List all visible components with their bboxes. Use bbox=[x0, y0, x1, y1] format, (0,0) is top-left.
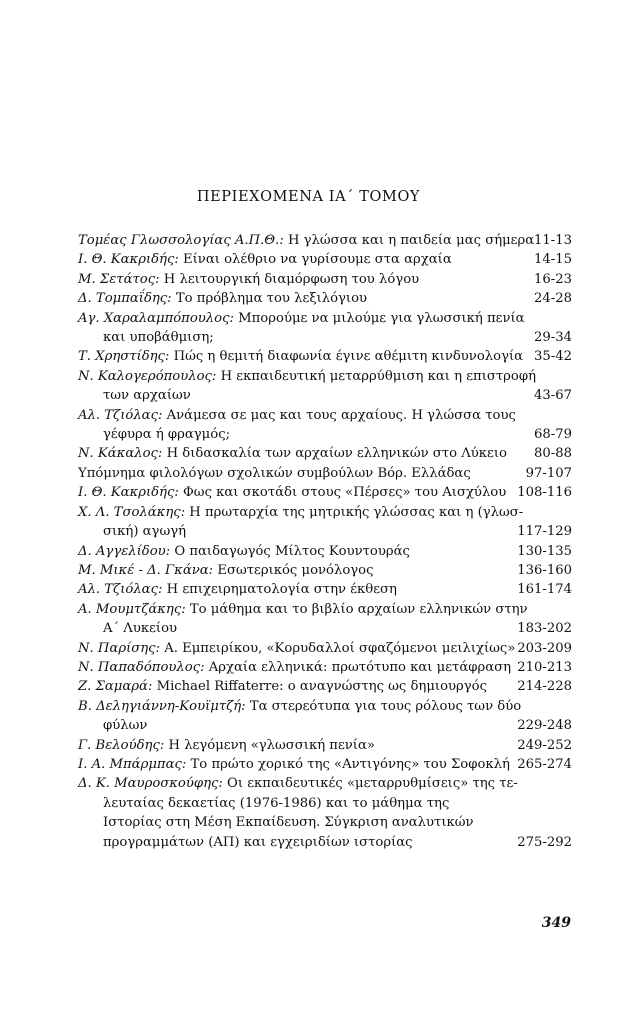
toc-entry bbox=[78, 774, 572, 852]
toc-entry-pages: 136-160 bbox=[517, 562, 572, 578]
toc-entry-text bbox=[78, 309, 525, 348]
toc-entry-line bbox=[78, 367, 536, 386]
toc-entry-line bbox=[78, 561, 503, 580]
toc-entry-pages: 29-34 bbox=[533, 330, 572, 346]
toc-entry bbox=[78, 561, 572, 580]
toc-entry-line bbox=[78, 600, 528, 619]
toc-entry-text bbox=[78, 347, 524, 366]
toc-entry-text bbox=[78, 231, 535, 250]
toc-entry-author: Δ. Τομπαΐδης: bbox=[78, 291, 172, 307]
toc-entry-line bbox=[78, 386, 503, 405]
page-number: 349 bbox=[541, 915, 571, 931]
toc-entry-title: Michael Riffaterre: ο αναγνώστης ως δημιουργός bbox=[156, 679, 487, 695]
toc-entry-text bbox=[78, 503, 524, 542]
toc-entry-author: Α. Μουμτζάκης: bbox=[78, 601, 186, 617]
toc-entry-title: Η επιχειρηματολογία στην έκθεση bbox=[166, 582, 397, 598]
toc-entry-pages: 43-67 bbox=[533, 388, 572, 404]
toc-entry-pages: 24-28 bbox=[533, 291, 572, 307]
toc-entry-line bbox=[78, 813, 503, 832]
toc-entry bbox=[78, 503, 572, 542]
toc-entry-line bbox=[78, 503, 524, 522]
toc-entry-title: Ο παιδαγωγός Μίλτος Κουντουράς bbox=[174, 543, 410, 559]
toc-entry-pages: 210-213 bbox=[517, 659, 572, 675]
toc-entry-line bbox=[78, 619, 503, 638]
toc-entry-title: Υπόμνημα φιλολόγων σχολικών συμβούλων Βόρ. Ελλάδας bbox=[78, 465, 471, 481]
toc-entry-pages: 108-116 bbox=[517, 485, 572, 501]
toc-entry-line bbox=[78, 677, 503, 696]
toc-entry-pages: 161-174 bbox=[517, 582, 572, 598]
toc-entry-line bbox=[78, 270, 503, 289]
toc-entry bbox=[78, 677, 572, 696]
toc-entry-title: Μπορούμε να μιλούμε για γλωσσική πενία bbox=[238, 310, 525, 326]
toc-entry-author: Ι. Θ. Κακριδής: bbox=[78, 252, 179, 268]
toc-entry-author: Γ. Βελούδης: bbox=[78, 737, 165, 753]
toc-entry-title: Α΄ Λυκείου bbox=[103, 621, 178, 637]
toc-entry-title: Αρχαία ελληνικά: πρωτότυπο και μετάφραση bbox=[208, 659, 512, 675]
toc-entry-line bbox=[78, 425, 503, 444]
toc-entry-line bbox=[78, 794, 503, 813]
toc-entry-text bbox=[78, 464, 503, 483]
toc-entry-title: Το πρώτο χορικό της «Αντιγόνης» του Σοφοκλή bbox=[190, 756, 510, 772]
toc-entry-pages: 14-15 bbox=[533, 252, 572, 268]
toc-entry-author: Ι. Θ. Κακριδής: bbox=[78, 485, 179, 501]
toc-entry-text bbox=[78, 250, 503, 269]
toc-entry-pages: 249-252 bbox=[517, 737, 572, 753]
toc-entry-author: Ν. Κάκαλος: bbox=[78, 446, 163, 462]
toc-entry bbox=[78, 580, 572, 599]
toc-entry-title: Πώς η θεμιτή διαφωνία έγινε αθέμιτη κινδυνολογία bbox=[173, 349, 524, 365]
toc-entry-pages: 275-292 bbox=[517, 834, 572, 850]
toc-entry-line bbox=[78, 289, 503, 308]
toc-entry-title: Εσωτερικός μονόλογος bbox=[217, 562, 374, 578]
toc-entry-text bbox=[78, 289, 503, 308]
toc-entry-line bbox=[78, 716, 503, 735]
toc-entry-title: Φως και σκοτάδι στους «Πέρσες» του Αισχύλου bbox=[183, 485, 507, 501]
toc-entry-title: Η γλώσσα και η παιδεία μας σήμερα bbox=[287, 233, 535, 248]
toc-entry bbox=[78, 444, 572, 463]
toc-entry-author: Αλ. Τζιόλας: bbox=[78, 582, 163, 598]
toc-entry-author: Β. Δεληγιάννη-Κουϊμτζή: bbox=[78, 698, 246, 714]
toc-entry-pages: 229-248 bbox=[517, 718, 572, 734]
toc-entry-title: Τα στερεότυπα για τους ρόλους των δύο bbox=[249, 698, 522, 714]
toc-entry-text bbox=[78, 658, 512, 677]
toc-entry-line bbox=[78, 580, 503, 599]
toc-entry-text bbox=[78, 444, 507, 463]
toc-entry bbox=[78, 367, 572, 406]
toc-entry-pages: 265-274 bbox=[517, 756, 572, 772]
toc-entry-title: προγραμμάτων (ΑΠ) και εγχειριδίων ιστορίας bbox=[103, 834, 413, 850]
toc-entry-pages: 214-228 bbox=[517, 679, 572, 695]
toc-entry-author: Αλ. Τζιόλας: bbox=[78, 407, 163, 423]
toc-entry-title: Η πρωταρχία της μητρικής γλώσσας και η (γλωσ- bbox=[189, 504, 524, 520]
toc-entry-author: Αγ. Χαραλαμπόπουλος: bbox=[78, 310, 234, 326]
toc-entry-pages: 11-13 bbox=[533, 233, 572, 248]
toc-entry-pages: 130-135 bbox=[517, 543, 572, 559]
toc-entry-author: Ν. Παρίσης: bbox=[78, 640, 160, 656]
page-title: ΠΕΡΙΕΧΟΜΕΝΑ ΙΑ΄ ΤΟΜΟΥ bbox=[196, 189, 421, 205]
toc-entry bbox=[78, 542, 572, 561]
toc-entry-title: γέφυρα ή φραγμός; bbox=[103, 427, 231, 443]
toc-entry-line bbox=[78, 231, 535, 250]
toc-entry-text bbox=[78, 270, 503, 289]
toc-entry-line bbox=[78, 542, 503, 561]
toc-entry-line bbox=[78, 522, 503, 541]
toc-entry-text bbox=[78, 755, 510, 774]
toc-entry-title: Οι εκπαιδευτικές «μεταρρυθμίσεις» της τε- bbox=[227, 776, 518, 792]
toc-entry-line bbox=[78, 639, 516, 658]
toc-entry-author: Χ. Λ. Τσολάκης: bbox=[78, 504, 186, 520]
toc-entry-pages: 117-129 bbox=[517, 524, 572, 540]
toc-entry bbox=[78, 231, 572, 250]
toc-entry bbox=[78, 755, 572, 774]
toc-entry bbox=[78, 250, 572, 269]
toc-entry-title: Η λεγόμενη «γλωσσική πενία» bbox=[168, 737, 375, 753]
toc-entry-title: Το μάθημα και το βιβλίο αρχαίων ελληνικών στην bbox=[189, 601, 528, 617]
toc-entry bbox=[78, 406, 572, 445]
toc-entry bbox=[78, 736, 572, 755]
toc-entry bbox=[78, 697, 572, 736]
toc-entry-pages: 183-202 bbox=[517, 621, 572, 637]
toc-entry-title: Ιστορίας στη Μέση Εκπαίδευση. Σύγκριση αναλυτικών bbox=[103, 815, 474, 831]
toc-entry bbox=[78, 600, 572, 639]
toc-entry-line bbox=[78, 755, 510, 774]
toc-entry-text bbox=[78, 774, 518, 852]
toc-entry-text bbox=[78, 677, 503, 696]
toc-entry-line bbox=[78, 444, 507, 463]
toc-entry bbox=[78, 347, 572, 366]
toc-entry-title: Α. Εμπειρίκου, «Κορυδαλλοί σφαζόμενοι μειλιχίως» bbox=[164, 640, 516, 656]
toc-entry-text bbox=[78, 736, 503, 755]
toc-entry-line bbox=[78, 347, 524, 366]
toc-entry-pages: 16-23 bbox=[533, 271, 572, 287]
toc-entry-text bbox=[78, 561, 503, 580]
toc-entry-pages: 80-88 bbox=[533, 446, 572, 462]
toc-entry-author: Ζ. Σαμαρά: bbox=[78, 679, 153, 695]
toc-entry bbox=[78, 658, 572, 677]
toc-entry-title: Η διδασκαλία των αρχαίων ελληνικών στο Λύκειο bbox=[166, 446, 507, 462]
toc-entry-line bbox=[78, 464, 503, 483]
toc-entry-text bbox=[78, 600, 528, 639]
toc-entry-title: Η λειτουργική διαμόρφωση του λόγου bbox=[163, 271, 420, 287]
toc-entry-text bbox=[78, 406, 516, 445]
toc-entry-line bbox=[78, 406, 516, 425]
toc-entry bbox=[78, 464, 572, 483]
toc-entry-line bbox=[78, 483, 507, 502]
toc-entry-line bbox=[78, 250, 503, 269]
toc-entry-author: Μ. Σετάτος: bbox=[78, 271, 160, 287]
toc-entry bbox=[78, 270, 572, 289]
toc-entry-title: Είναι ολέθριο να γυρίσουμε στα αρχαία bbox=[183, 252, 452, 268]
toc-entry-author: Δ. Κ. Μαυροσκούφης: bbox=[78, 776, 223, 792]
table-of-contents bbox=[78, 231, 572, 852]
toc-entry-text bbox=[78, 580, 503, 599]
toc-entry bbox=[78, 289, 572, 308]
toc-entry-pages: 203-209 bbox=[517, 640, 572, 656]
toc-entry-text bbox=[78, 639, 516, 658]
toc-entry-author: Τομέας Γλωσσολογίας Α.Π.Θ.: bbox=[78, 233, 284, 248]
toc-entry-title: Ανάμεσα σε μας και τους αρχαίους. Η γλώσσα τους bbox=[166, 407, 516, 423]
toc-entry-text bbox=[78, 367, 536, 406]
toc-entry-text bbox=[78, 483, 507, 502]
toc-entry-pages: 68-79 bbox=[533, 427, 572, 443]
toc-entry-line bbox=[78, 833, 503, 852]
toc-entry-author: Τ. Χρηστίδης: bbox=[78, 349, 170, 365]
toc-entry-title: και υποβάθμιση; bbox=[103, 330, 214, 346]
toc-entry-title: Η εκπαιδευτική μεταρρύθμιση και η επιστροφή bbox=[220, 368, 536, 384]
toc-entry-text bbox=[78, 542, 503, 561]
toc-entry-line bbox=[78, 736, 503, 755]
toc-entry-author: Μ. Μικέ - Δ. Γκάνα: bbox=[78, 562, 214, 578]
toc-entry-line bbox=[78, 697, 522, 716]
toc-entry-author: Δ. Αγγελίδου: bbox=[78, 543, 171, 559]
toc-entry-title: των αρχαίων bbox=[103, 388, 191, 404]
toc-entry-author: Ι. Α. Μπάρμπας: bbox=[78, 756, 187, 772]
toc-entry-title: φύλων bbox=[103, 718, 148, 734]
toc-entry-line bbox=[78, 309, 525, 328]
toc-entry-pages: 35-42 bbox=[533, 349, 572, 365]
toc-entry bbox=[78, 309, 572, 348]
toc-entry-title: σική) αγωγή bbox=[103, 524, 186, 540]
toc-entry-line bbox=[78, 658, 512, 677]
toc-entry bbox=[78, 483, 572, 502]
toc-entry-title: Το πρόβλημα του λεξιλόγιου bbox=[175, 291, 368, 307]
toc-entry-author: Ν. Παπαδόπουλος: bbox=[78, 659, 205, 675]
toc-entry-author: Ν. Καλογερόπουλος: bbox=[78, 368, 217, 384]
toc-entry-text bbox=[78, 697, 522, 736]
toc-entry-pages: 97-107 bbox=[525, 465, 572, 481]
toc-entry bbox=[78, 639, 572, 658]
toc-entry-line bbox=[78, 774, 518, 793]
toc-entry-line bbox=[78, 328, 503, 347]
toc-entry-title: λευταίας δεκαετίας (1976-1986) και το μάθημα της bbox=[103, 795, 450, 811]
